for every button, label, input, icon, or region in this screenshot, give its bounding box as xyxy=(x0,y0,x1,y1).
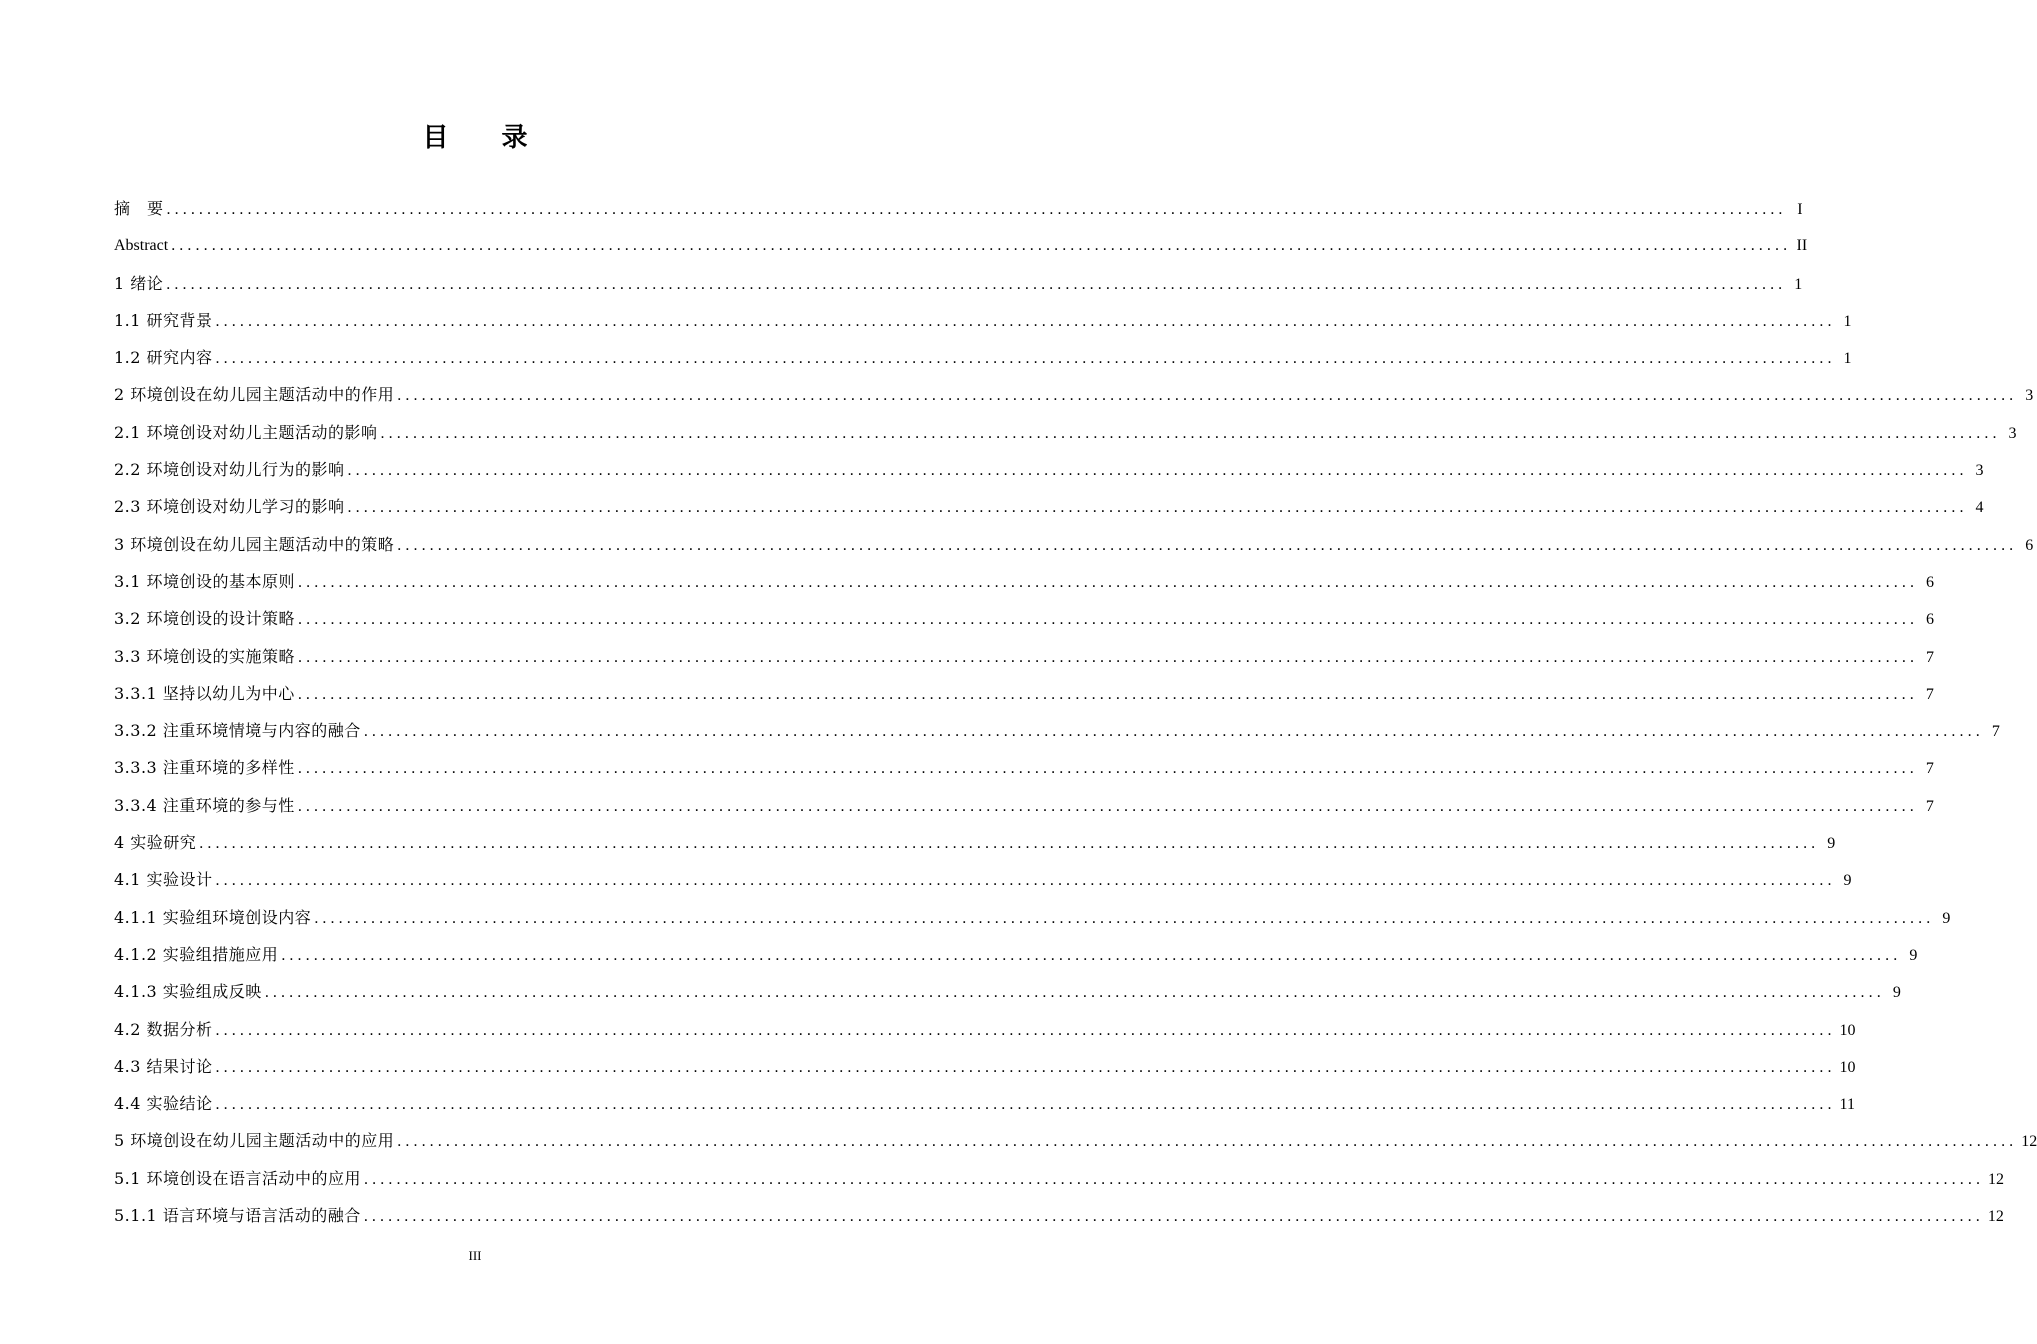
toc-entry[interactable] xyxy=(114,749,1934,786)
toc-entry[interactable] xyxy=(114,899,1951,936)
toc-entry[interactable] xyxy=(114,1122,2037,1159)
toc-entry[interactable] xyxy=(114,227,1808,264)
toc-entry[interactable] xyxy=(114,712,2000,749)
toc-dot-leader: ........................................................................................................................................................................................................ xyxy=(397,536,2018,554)
toc-entry-label: 3.3 环境创设的实施策略 xyxy=(114,646,296,666)
toc-entry[interactable] xyxy=(114,973,1901,1010)
toc-dot-leader: ........................................................................................................................................................................................................ xyxy=(298,648,1919,666)
toc-dot-leader: ........................................................................................................................................................................................................ xyxy=(347,499,1968,517)
toc-dot-leader: ........................................................................................................................................................................................................ xyxy=(298,573,1919,591)
toc-entry-label: 1 绪论 xyxy=(114,273,164,293)
toc-entry-page-number: 6 xyxy=(1926,573,1935,591)
toc-entry-page-number: II xyxy=(1796,237,1808,255)
toc-entry[interactable] xyxy=(114,638,1935,675)
toc-entry[interactable] xyxy=(114,787,1934,824)
toc-dot-leader: ........................................................................................................................................................................................................ xyxy=(397,1133,2018,1151)
toc-dot-leader: ........................................................................................................................................................................................................ xyxy=(171,237,1792,255)
toc-entry-label: 3.3.1 坚持以幼儿为中心 xyxy=(114,683,295,703)
toc-entry-label: 4.1.2 实验组措施应用 xyxy=(114,944,279,964)
toc-dot-leader: ........................................................................................................................................................................................................ xyxy=(363,1208,1984,1226)
toc-dot-leader: ........................................................................................................................................................................................................ xyxy=(264,984,1885,1002)
toc-dot-leader: ........................................................................................................................................................................................................ xyxy=(314,909,1935,927)
toc-entry[interactable] xyxy=(114,1197,2004,1234)
toc-entry-page-number: 7 xyxy=(1925,760,1934,778)
toc-entry-page-number: 6 xyxy=(1926,611,1935,629)
toc-entry-page-number: 9 xyxy=(1892,984,1901,1002)
toc-entry[interactable] xyxy=(114,1160,2005,1197)
toc-entry-label: 4.1 实验设计 xyxy=(114,870,213,890)
toc-entry[interactable] xyxy=(114,190,1803,227)
toc-dot-leader: ........................................................................................................................................................................................................ xyxy=(297,760,1918,778)
toc-dot-leader: ........................................................................................................................................................................................................ xyxy=(364,1170,1985,1188)
toc-entry-label: 4.4 实验结论 xyxy=(114,1094,213,1114)
toc-entry-label: 3.3.4 注重环境的参与性 xyxy=(114,795,295,815)
toc-entry-page-number: 12 xyxy=(1987,1208,2004,1226)
toc-entry-label: 4.3 结果讨论 xyxy=(114,1056,213,1076)
toc-entry-page-number: 7 xyxy=(1991,723,2000,741)
toc-entry-page-number: 9 xyxy=(1827,835,1836,853)
toc-entry[interactable] xyxy=(114,302,1852,339)
toc-dot-leader: ........................................................................................................................................................................................................ xyxy=(363,723,1984,741)
toc-entry[interactable] xyxy=(114,526,2034,563)
toc-entry-label: Abstract xyxy=(114,237,169,255)
toc-entry-label: 5 环境创设在幼儿园主题活动中的应用 xyxy=(114,1131,395,1151)
toc-entry-label: 1.2 研究内容 xyxy=(114,348,213,368)
toc-entry-page-number: 10 xyxy=(1839,1021,1856,1039)
toc-entry[interactable] xyxy=(114,339,1852,376)
toc-entry[interactable] xyxy=(114,376,2034,413)
toc-entry-label: 2.2 环境创设对幼儿行为的影响 xyxy=(114,460,345,480)
toc-dot-leader: ........................................................................................................................................................................................................ xyxy=(297,797,1918,815)
toc-entry-page-number: I xyxy=(1797,201,1803,218)
toc-dot-leader: ........................................................................................................................................................................................................ xyxy=(298,611,1919,629)
toc-dot-leader: ........................................................................................................................................................................................................ xyxy=(397,387,2018,405)
toc-entry-label: 2 环境创设在幼儿园主题活动中的作用 xyxy=(114,385,395,405)
toc-entry[interactable] xyxy=(114,1048,1856,1085)
toc-entry-page-number: 1 xyxy=(1794,275,1803,293)
toc-dot-leader: ........................................................................................................................................................................................................ xyxy=(215,1021,1836,1039)
toc-entry-label: 3.1 环境创设的基本原则 xyxy=(114,571,296,591)
toc-dot-leader: ........................................................................................................................................................................................................ xyxy=(215,872,1836,890)
toc-entry-label: 4.2 数据分析 xyxy=(114,1019,213,1039)
toc-entry-page-number: 9 xyxy=(1909,946,1918,964)
toc-entry[interactable] xyxy=(114,936,1918,973)
toc-dot-leader: ........................................................................................................................................................................................................ xyxy=(347,462,1968,480)
toc-dot-leader: ........................................................................................................................................................................................................ xyxy=(281,946,1902,964)
toc-dot-leader: ........................................................................................................................................................................................................ xyxy=(215,312,1836,330)
toc-entry[interactable] xyxy=(114,675,1934,712)
toc-entry[interactable] xyxy=(114,1011,1856,1048)
toc-entry-label: 4.1.3 实验组成反映 xyxy=(114,982,262,1002)
toc-dot-leader: ........................................................................................................................................................................................................ xyxy=(199,835,1820,853)
toc-entry[interactable] xyxy=(114,563,1935,600)
toc-entry-label: 4.1.1 实验组环境创设内容 xyxy=(114,907,312,927)
toc-dot-leader: ........................................................................................................................................................................................................ xyxy=(215,1096,1836,1114)
toc-entry[interactable] xyxy=(114,1085,1855,1122)
toc-entry[interactable] xyxy=(114,265,1803,302)
toc-entry-page-number: 7 xyxy=(1926,648,1935,666)
toc-entry-label: 3.2 环境创设的设计策略 xyxy=(114,609,296,629)
toc-entry-label: 1.1 研究背景 xyxy=(114,310,213,330)
toc-entry-label: 3.3.3 注重环境的多样性 xyxy=(114,758,295,778)
toc-dot-leader: ........................................................................................................................................................................................................ xyxy=(215,1058,1836,1076)
toc-dot-leader: ........................................................................................................................................................................................................ xyxy=(215,350,1836,368)
toc-entry-page-number: 9 xyxy=(1843,872,1852,890)
toc-entry-label: 2.3 环境创设对幼儿学习的影响 xyxy=(114,497,345,517)
toc-entry-page-number: 7 xyxy=(1925,797,1934,815)
toc-entry[interactable] xyxy=(114,861,1852,898)
toc-dot-leader: ........................................................................................................................................................................................................ xyxy=(166,201,1787,218)
toc-entry-page-number: 3 xyxy=(1975,462,1984,480)
toc-entry-page-number: 9 xyxy=(1942,909,1951,927)
page-number-footer: III xyxy=(468,1248,482,1263)
toc-entry-label: 4 实验研究 xyxy=(114,833,197,853)
toc-entry-page-number: 10 xyxy=(1839,1058,1856,1076)
toc-dot-leader: ........................................................................................................................................................................................................ xyxy=(380,424,2001,442)
toc-entry-label: 3.3.2 注重环境情境与内容的融合 xyxy=(114,721,361,741)
toc-entry-page-number: 12 xyxy=(1988,1170,2005,1188)
toc-entry-page-number: 7 xyxy=(1925,685,1934,703)
toc-entry-label: 5.1 环境创设在语言活动中的应用 xyxy=(114,1168,362,1188)
toc-entry-label: 2.1 环境创设对幼儿主题活动的影响 xyxy=(114,422,378,442)
toc-entry-page-number: 1 xyxy=(1843,350,1852,368)
toc-entry[interactable] xyxy=(114,488,1984,525)
toc-dot-leader: ........................................................................................................................................................................................................ xyxy=(297,685,1918,703)
toc-entry-page-number: 12 xyxy=(2021,1133,2037,1151)
toc-entry-page-number: 1 xyxy=(1843,312,1852,330)
page-title: 目 录 xyxy=(422,123,550,153)
toc-entry[interactable] xyxy=(114,451,1984,488)
toc-entry-page-number: 4 xyxy=(1975,499,1984,517)
table-of-contents xyxy=(114,190,2037,1234)
toc-entry-label: 3 环境创设在幼儿园主题活动中的策略 xyxy=(114,534,395,554)
toc-entry[interactable] xyxy=(114,600,1935,637)
toc-entry-label: 摘 要 xyxy=(114,199,164,218)
toc-entry[interactable] xyxy=(114,414,2017,451)
toc-entry-page-number: 11 xyxy=(1839,1096,1855,1114)
toc-entry-page-number: 3 xyxy=(2025,387,2034,405)
toc-entry-label: 5.1.1 语言环境与语言活动的融合 xyxy=(114,1206,361,1226)
toc-entry[interactable] xyxy=(114,824,1836,861)
toc-entry-page-number: 6 xyxy=(2025,536,2034,554)
toc-dot-leader: ........................................................................................................................................................................................................ xyxy=(166,275,1787,293)
toc-entry-page-number: 3 xyxy=(2008,424,2017,442)
